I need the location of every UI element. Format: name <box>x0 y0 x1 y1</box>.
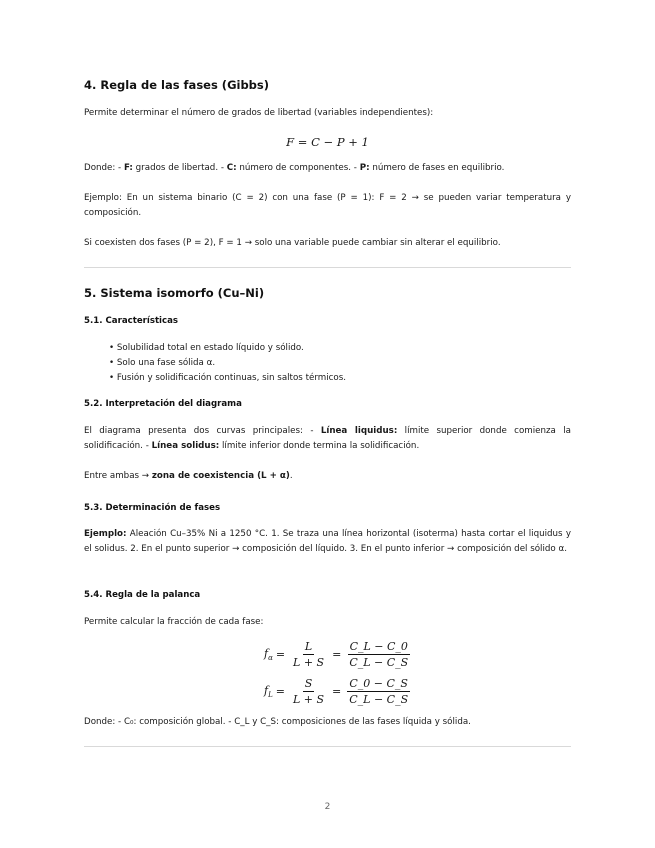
text-span: Entre ambas → <box>84 471 152 481</box>
fraction: $\frac{S}{L + S}$ <box>292 677 325 706</box>
list-item: • Solubilidad total en estado líquido y sólido. <box>109 341 346 356</box>
c-label: C: <box>226 163 237 173</box>
section-5-4-donde: Donde: - C₀: composición global. - C_L y C_S: composiciones de las fases líquida y sólida. <box>84 717 471 727</box>
section-4-donde <box>84 161 571 176</box>
section-divider <box>84 267 571 268</box>
section-5-3-paragraph <box>84 527 571 557</box>
text-span: límite superior donde comienza la solidificación. - <box>84 426 571 451</box>
section-divider <box>84 746 571 747</box>
fraction: $\frac{C\_L - C\_0}{C\_L - C\_S}$ <box>349 640 409 669</box>
section-4-ejemplo: Ejemplo: En un sistema binario (C = 2) con una fase (P = 1): F = 2 → se pueden variar temperatura y composición. <box>84 193 571 218</box>
ejemplo-label: Ejemplo: <box>84 529 127 539</box>
p-text: número de fases en equilibrio. <box>369 163 505 173</box>
eq-lhs: $f_L$ <box>264 683 273 700</box>
section-5-2-paragraph <box>84 424 571 454</box>
eq-lhs: $f_\alpha$ <box>264 646 273 663</box>
text-span: Aleación Cu–35% Ni a 1250 °C. 1. Se traza una línea horizontal (isoterma) hasta cortar el liquidus y el solidus. 2. En el punto superior → composición del líquido. 3. En el punto inferior → composición del sólido α. <box>84 529 571 554</box>
text-span: límite inferior donde termina la solidificación. <box>219 441 420 451</box>
section-5-2-coexistence <box>84 469 571 484</box>
donde-label: Donde: - <box>84 163 124 173</box>
list-item: • Fusión y solidificación continuas, sin saltos térmicos. <box>109 371 346 386</box>
characteristics-list <box>109 341 346 386</box>
fraction: $\frac{L}{L + S}$ <box>293 640 325 669</box>
lever-rule-equation-alpha: $f_\alpha$ = $\frac{L}{L + S}$ = $\frac{C\_L - C\_0}{C\_L - C\_S}$ <box>264 640 409 669</box>
p-label: P: <box>359 163 370 173</box>
liquidus-label: Línea liquidus: <box>320 426 398 436</box>
section-5-1-title: 5.1. Características <box>84 316 179 326</box>
section-4-coexisten: Si coexisten dos fases (P = 2), F = 1 → solo una variable puede cambiar sin alterar el equilibrio. <box>84 238 501 248</box>
coexistence-zone-label: zona de coexistencia (L + α) <box>151 471 290 481</box>
gibbs-formula: F = C − P + 1 <box>286 135 369 149</box>
list-item: • Solo una fase sólida α. <box>109 356 346 371</box>
solidus-label: Línea solidus: <box>151 441 220 451</box>
text-span: . <box>289 471 293 481</box>
lever-rule-equation-liquid: $f_L$ = $\frac{S}{L + S}$ = $\frac{C\_0 - C\_S}{C\_L - C\_S}$ <box>264 677 409 706</box>
f-text: grados de libertad. - <box>132 163 227 173</box>
section-4-title: 4. Regla de las fases (Gibbs) <box>84 78 270 92</box>
section-5-2-title: 5.2. Interpretación del diagrama <box>84 399 242 409</box>
section-5-title: 5. Sistema isomorfo (Cu–Ni) <box>84 286 265 300</box>
fraction: $\frac{C\_0 - C\_S}{C\_L - C\_S}$ <box>349 677 409 706</box>
section-5-4-title: 5.4. Regla de la palanca <box>84 590 201 600</box>
c-text: número de componentes. - <box>236 163 360 173</box>
section-5-4-intro: Permite calcular la fracción de cada fase: <box>84 617 264 627</box>
section-5-3-title: 5.3. Determinación de fases <box>84 503 221 513</box>
page-number: 2 <box>324 802 331 812</box>
section-4-intro: Permite determinar el número de grados de libertad (variables independientes): <box>84 108 434 118</box>
f-label: F: <box>123 163 133 173</box>
text-span: El diagrama presenta dos curvas principales: - <box>84 426 321 436</box>
